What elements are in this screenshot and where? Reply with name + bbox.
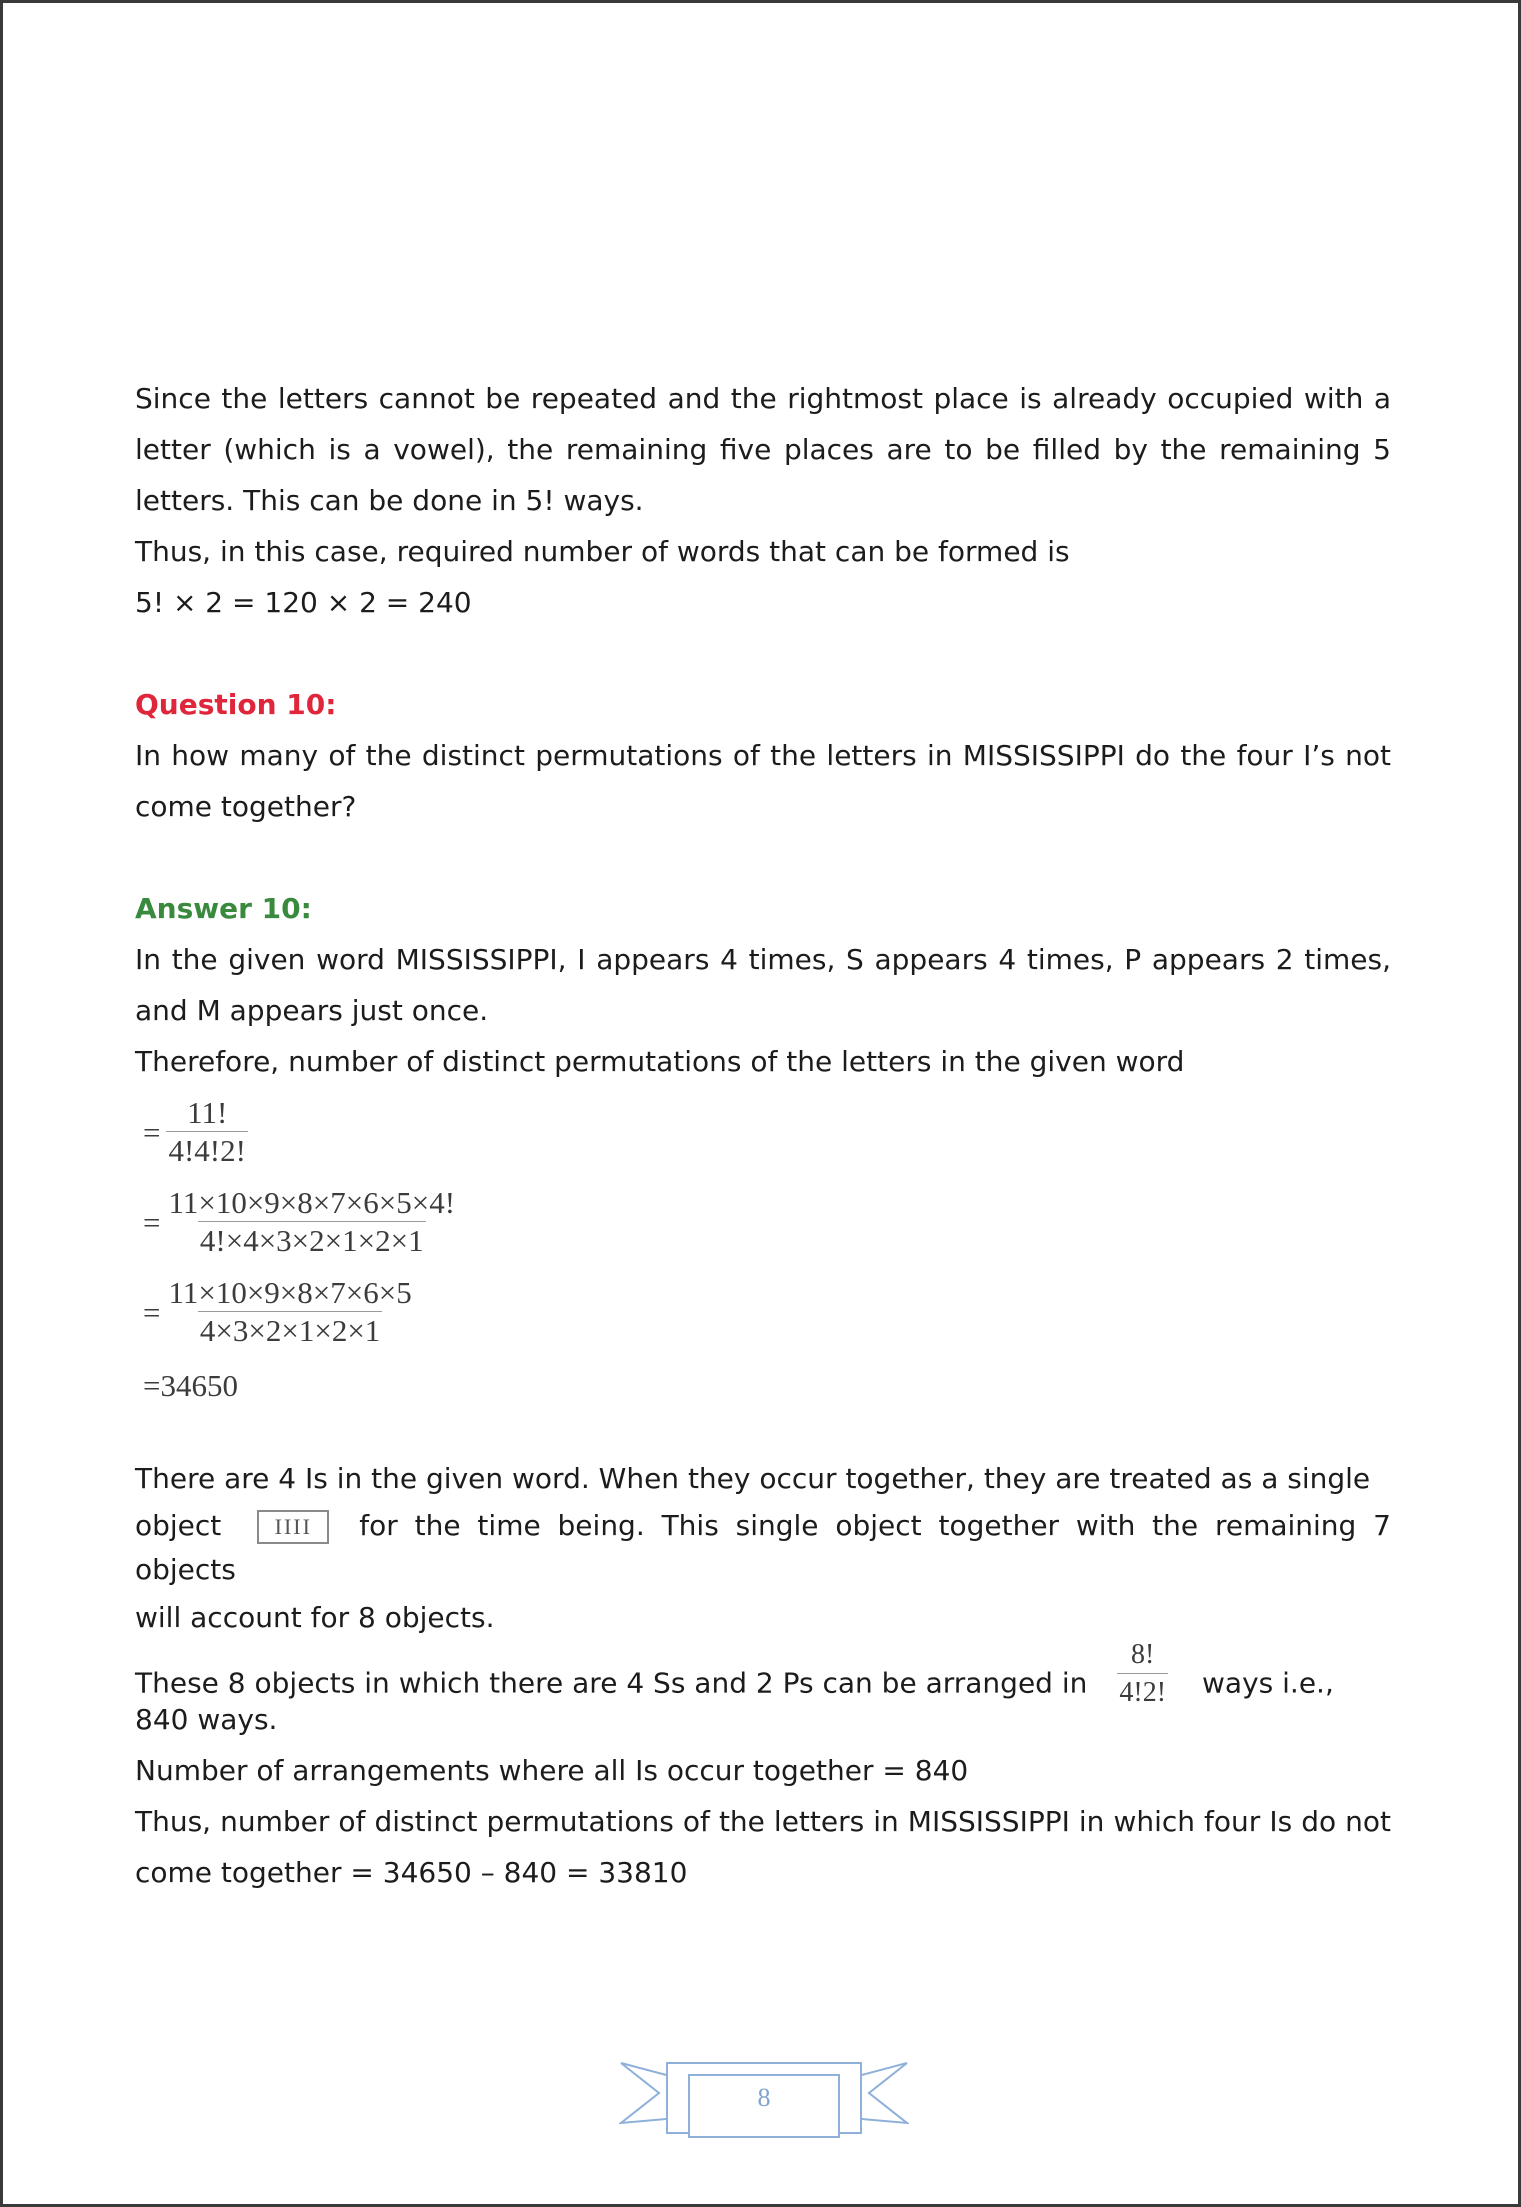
fraction-1 [166,1095,247,1170]
intro-result: 5! × 2 = 120 × 2 = 240 [135,586,472,619]
answer-paragraph-4b: 840 ways. [135,1703,278,1736]
equation-row-1 [135,1087,1391,1177]
equation-row-3 [135,1267,1391,1357]
arrangement-text: These 8 objects in which there are 4 Ss and 2 Ps can be arranged in [135,1666,1088,1700]
fraction-numerator: 11! [187,1094,228,1130]
fraction-3 [166,1275,413,1350]
question-heading: Question 10: [135,688,337,721]
math-derivation [135,1087,1391,1413]
fraction-numerator: 8! [1131,1639,1155,1670]
answer-paragraph-4 [135,1639,1391,1712]
equals-sign: = [143,1294,161,1330]
equals-sign: = [143,1204,161,1240]
equation-row-2 [135,1177,1391,1267]
equals-sign: = [143,1114,161,1150]
answer-paragraph-3c: will account for 8 objects. [135,1601,495,1634]
answer-paragraph-6: Thus, number of distinct permutations of the letters in MISSISSIPPI in which four Is do not come together = 34650 – 840 = 33810 [135,1805,1391,1889]
fraction-numerator: 11×10×9×8×7×6×5 [168,1274,412,1310]
answer-paragraph-3a: There are 4 Is in the given word. When they occur together, they are treated as a single [135,1462,1371,1495]
answer-paragraph-2: Therefore, number of distinct permutations of the letters in the given word [135,1045,1185,1078]
fraction-denominator: 4!×4×3×2×1×2×1 [199,1222,424,1258]
intro-line: Thus, in this case, required number of words that can be formed is [135,535,1070,568]
question-text: In how many of the distinct permutations of the letters in MISSISSIPPI do the four I’s not come together? [135,739,1391,823]
fraction-numerator: 11×10×9×8×7×6×5×4! [168,1184,456,1220]
answer-paragraph-5: Number of arrangements where all Is occur together = 840 [135,1754,969,1787]
arrangement-text-end: ways i.e., [1202,1666,1334,1700]
object-continuation: for the time being. This single object together with the remaining 7 objects [135,1509,1391,1586]
object-label: object [135,1509,222,1542]
page-number: 8 [757,2083,771,2112]
fraction-2 [166,1185,457,1260]
fraction-denominator: 4!2! [1117,1673,1168,1712]
result-value: =34650 [143,1367,238,1403]
page-footer [619,2057,909,2139]
inline-fraction [1117,1637,1168,1712]
equation-result [135,1357,1391,1413]
answer-paragraph-3b [135,1504,1391,1592]
intro-paragraph: Since the letters cannot be repeated and the rightmost place is already occupied with a letter (which is a vowel), the remaining five places are to be filled by the remaining 5 letters. This can be done in 5! ways. [135,382,1391,517]
boxed-object: IIII [257,1510,329,1544]
page-content [135,373,1391,1898]
answer-paragraph-1: In the given word MISSISSIPPI, I appears 4 times, S appears 4 times, P appears 2 times, and M appears just once. [135,943,1391,1027]
fraction-denominator: 4!4!2! [168,1132,246,1168]
answer-heading: Answer 10: [135,892,312,925]
fraction-denominator: 4×3×2×1×2×1 [199,1312,381,1348]
